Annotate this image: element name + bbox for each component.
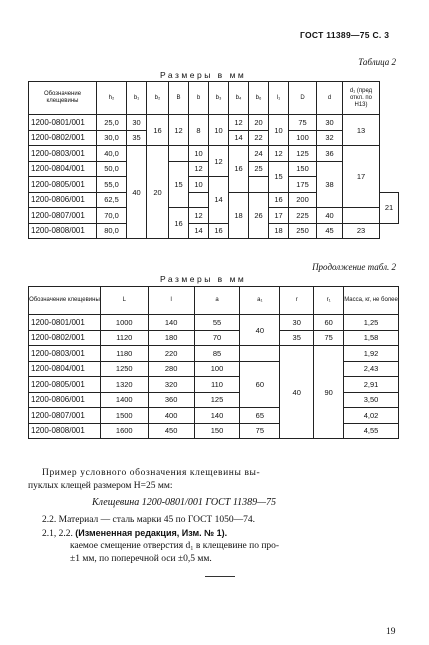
- cell: 400: [148, 408, 194, 424]
- code-cell: 1200-0804/001: [29, 361, 101, 377]
- divider-rule: [205, 576, 235, 577]
- cell: 225: [289, 208, 317, 224]
- cell: 14: [229, 130, 249, 146]
- col-header: b₆: [249, 82, 269, 115]
- cell: 200: [289, 192, 317, 208]
- cell: 13: [343, 115, 380, 146]
- cell: 100: [289, 130, 317, 146]
- dimensions-table-2: [28, 286, 399, 439]
- cell: 35: [280, 330, 314, 346]
- cell: 125: [194, 392, 240, 408]
- cell: 30: [280, 315, 314, 331]
- cell: 1500: [100, 408, 148, 424]
- col-header: a: [194, 287, 240, 315]
- cell: 12: [169, 115, 189, 146]
- cell: 22: [249, 130, 269, 146]
- col-header: D: [289, 82, 317, 115]
- cell: 140: [194, 408, 240, 424]
- col-header: a₁: [240, 287, 280, 315]
- cell: 70,0: [97, 208, 127, 224]
- cell: 75: [240, 423, 280, 439]
- cell: 4,02: [344, 408, 399, 424]
- cell: 12: [189, 161, 209, 177]
- cell: 14: [189, 223, 209, 239]
- cell: 35: [127, 130, 147, 146]
- cell: 10: [209, 115, 229, 146]
- code-cell: 1200-0807/001: [29, 408, 101, 424]
- cell: 450: [148, 423, 194, 439]
- code-cell: 1200-0805/001: [29, 177, 97, 193]
- table-row: [29, 361, 399, 377]
- table-row: [29, 377, 399, 393]
- col-header: b₂: [147, 82, 169, 115]
- table-continuation-label: Продолжение табл. 2: [312, 262, 396, 272]
- cell: 12: [269, 146, 289, 162]
- code-cell: 1200-0808/001: [29, 423, 101, 439]
- col-header: Обозначение клещевины: [29, 82, 97, 115]
- cell: 280: [148, 361, 194, 377]
- cell: 40: [317, 208, 343, 224]
- cell: 50,0: [97, 161, 127, 177]
- col-header: Обозначение клещевины: [29, 287, 101, 315]
- code-cell: 1200-0805/001: [29, 377, 101, 393]
- cell: 220: [148, 346, 194, 362]
- cell: 1,25: [344, 315, 399, 331]
- table-row: [29, 115, 399, 131]
- cell: 75: [289, 115, 317, 131]
- col-header: b₄: [229, 82, 249, 115]
- cell: 25: [249, 161, 269, 177]
- tolerance-line1: каемое смещение отверстия d₁ в клещевине по про-: [70, 541, 280, 551]
- cell: 32: [317, 130, 343, 146]
- cell: 3,50: [344, 392, 399, 408]
- cell: 150: [194, 423, 240, 439]
- cell: 18: [229, 192, 249, 239]
- cell: 12: [229, 115, 249, 131]
- cell: 30: [317, 115, 343, 131]
- cell: 30: [127, 115, 147, 131]
- cell: 140: [148, 315, 194, 331]
- cell: 14: [209, 177, 229, 224]
- amendment-note: [42, 527, 402, 540]
- cell: 1400: [100, 392, 148, 408]
- cell: 10: [269, 115, 289, 146]
- page-header: ГОСТ 11389—75 С. 3: [300, 30, 390, 40]
- code-cell: 1200-0802/001: [29, 330, 101, 346]
- code-cell: 1200-0806/001: [29, 192, 97, 208]
- cell: [189, 192, 209, 208]
- cell: 26: [249, 192, 269, 239]
- cell: 70: [194, 330, 240, 346]
- cell: 10: [189, 146, 209, 162]
- cell: 110: [194, 377, 240, 393]
- cell: 25,0: [97, 115, 127, 131]
- cell: 60: [240, 361, 280, 408]
- code-cell: 1200-0801/001: [29, 315, 101, 331]
- cell: 65: [240, 408, 280, 424]
- table-row: [29, 423, 399, 439]
- code-cell: 1200-0806/001: [29, 392, 101, 408]
- col-header: d: [317, 82, 343, 115]
- cell: 75: [314, 330, 344, 346]
- cell: 24: [249, 146, 269, 162]
- table-row: [29, 408, 399, 424]
- designation-example: Клещевина 1200-0801/001 ГОСТ 11389—75: [92, 497, 276, 508]
- col-header: r: [280, 287, 314, 315]
- cell: 1,92: [344, 346, 399, 362]
- cell: 12: [189, 208, 209, 224]
- cell: 16: [147, 115, 169, 146]
- cell: 1250: [100, 361, 148, 377]
- code-cell: 1200-0802/001: [29, 130, 97, 146]
- amendment-bold: (Измененная редакция, Изм. № 1).: [75, 528, 228, 538]
- cell: 20: [147, 146, 169, 239]
- code-cell: 1200-0807/001: [29, 208, 97, 224]
- cell: 40: [280, 346, 314, 439]
- cell: 2,43: [344, 361, 399, 377]
- tolerance-line2: ±1 мм, по поперечной оси ±0,5 мм.: [70, 554, 212, 564]
- cell: 1000: [100, 315, 148, 331]
- cell: 85: [194, 346, 240, 362]
- cell: 15: [269, 161, 289, 192]
- cell: 15: [169, 161, 189, 208]
- cell: 23: [343, 223, 380, 239]
- cell: 12: [209, 146, 229, 177]
- cell: 125: [289, 146, 317, 162]
- page-number: 19: [386, 627, 396, 637]
- cell: 80,0: [97, 223, 127, 239]
- col-header: b₃: [209, 82, 229, 115]
- cell: 30,0: [97, 130, 127, 146]
- cell: 1120: [100, 330, 148, 346]
- cell: [240, 346, 280, 362]
- col-header: L: [100, 287, 148, 315]
- cell: 21: [380, 192, 399, 223]
- table-row: [29, 330, 399, 346]
- col-header: b: [189, 82, 209, 115]
- cell: 90: [314, 346, 344, 439]
- cell: [249, 177, 269, 193]
- cell: 360: [148, 392, 194, 408]
- table-row: [29, 146, 399, 162]
- table1-caption: Размеры в мм: [160, 70, 247, 80]
- cell: 40: [240, 315, 280, 346]
- cell: 1,58: [344, 330, 399, 346]
- cell: 10: [189, 177, 209, 193]
- table-row: [29, 223, 399, 239]
- cell: 40,0: [97, 146, 127, 162]
- cell: 16: [269, 192, 289, 208]
- cell: 62,5: [97, 192, 127, 208]
- col-header: l₁: [269, 82, 289, 115]
- cell: 36: [317, 146, 343, 162]
- cell: 60: [314, 315, 344, 331]
- table-label: Таблица 2: [358, 57, 396, 67]
- cell: 1320: [100, 377, 148, 393]
- table-row: [29, 315, 399, 331]
- cell: 320: [148, 377, 194, 393]
- cell: 4,55: [344, 423, 399, 439]
- cell: 16: [169, 208, 189, 239]
- table1-header-row: [29, 82, 399, 115]
- clause-2-2: 2.2. Материал — сталь марки 45 по ГОСТ 1050—74.: [42, 515, 255, 525]
- col-header: Масса, кг, не более: [344, 287, 399, 315]
- cell: 17: [343, 146, 380, 208]
- cell: 55,0: [97, 177, 127, 193]
- cell: [169, 146, 189, 162]
- col-header: B: [169, 82, 189, 115]
- cell: 250: [289, 223, 317, 239]
- cell: 16: [209, 223, 229, 239]
- table2-header-row: [29, 287, 399, 315]
- code-cell: 1200-0801/001: [29, 115, 97, 131]
- dimensions-table-1: [28, 81, 399, 239]
- cell: 175: [289, 177, 317, 193]
- cell: 16: [229, 146, 249, 193]
- cell: 20: [249, 115, 269, 131]
- cell: 45: [317, 223, 343, 239]
- cell: 38: [317, 161, 343, 208]
- code-cell: 1200-0808/001: [29, 223, 97, 239]
- col-header: l: [148, 287, 194, 315]
- example-text-line1: Пример условного обозначения клещевины вы-: [42, 468, 261, 478]
- table-row: [29, 392, 399, 408]
- cell: 1180: [100, 346, 148, 362]
- cell: 40: [127, 146, 147, 239]
- cell: 8: [189, 115, 209, 146]
- code-cell: 1200-0804/001: [29, 161, 97, 177]
- cell: 100: [194, 361, 240, 377]
- col-header: d₁ (пред откл. по H13): [343, 82, 380, 115]
- code-cell: 1200-0803/001: [29, 146, 97, 162]
- code-cell: 1200-0803/001: [29, 346, 101, 362]
- table2-caption: Размеры в мм: [160, 274, 247, 284]
- cell: 55: [194, 315, 240, 331]
- cell: 18: [269, 223, 289, 239]
- cell: 1600: [100, 423, 148, 439]
- table-row: [29, 346, 399, 362]
- amendment-prefix: 2.1, 2.2.: [42, 529, 73, 539]
- col-header: b₁: [127, 82, 147, 115]
- cell: 2,91: [344, 377, 399, 393]
- cell: 180: [148, 330, 194, 346]
- col-header: r₁: [314, 287, 344, 315]
- cell: 150: [289, 161, 317, 177]
- example-text-line2: пуклых клещей размером H=25 мм:: [28, 481, 173, 491]
- cell: 17: [269, 208, 289, 224]
- col-header: h₂: [97, 82, 127, 115]
